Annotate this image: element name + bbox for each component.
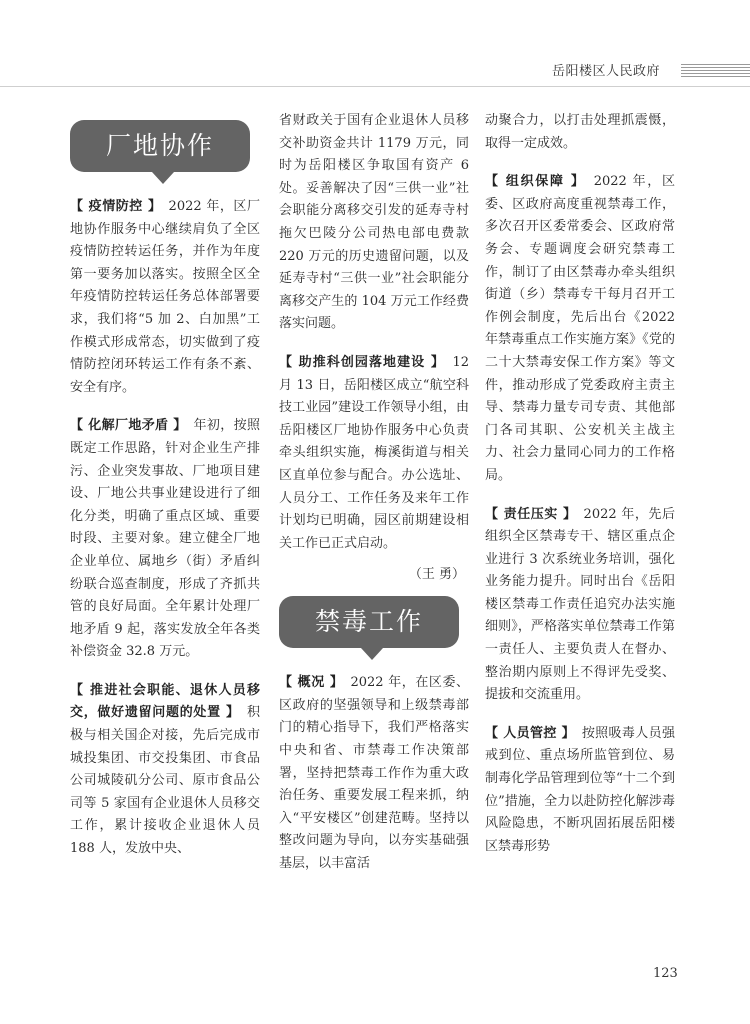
paragraph [279, 352, 469, 555]
paragraph [485, 504, 675, 707]
paragraph-lead: 【 推进社会职能、退休人员移交，做好遗留问题的处置 】 [70, 682, 260, 721]
paragraph [70, 196, 260, 399]
paragraph-text: 12 月 13 日，岳阳楼区成立“航空科技工业园”建设工作领导小组，由岳阳楼区厂地协作服务中心负责牵头组织实施，梅溪街道与相关区直单位参与配合。办公选址、人员分工、工作任务及来年工作计划均已明确，园区前期建设相关工作已正式启动。 [279, 354, 469, 551]
paragraph-lead: 【 助推科创园落地建设 】 [279, 354, 439, 370]
page-number: 123 [653, 966, 678, 981]
column-1 [70, 120, 260, 877]
header-decoration-lines [681, 64, 750, 78]
paragraph [485, 110, 675, 155]
paragraph-text: 按照吸毒人员强戒到位、重点场所监管到位、易制毒化学品管理到位等“十二个到位”措施，全力以赴防控化解涉毒风险隐患，不断巩固拓展岳阳楼区禁毒形势 [485, 725, 675, 854]
section-title: 厂地协作 [105, 131, 214, 160]
paragraph-text: 积极与相关国企对接，先后完成市城投集团、市交投集团、市食品公司城陵矶分公司、原市食品公司等 5 家国有企业退休人员移交工作，累计接收企业退休人员 188 人，发放中央、 [70, 705, 260, 857]
paragraph-text: 2022 年，区委、区政府高度重视禁毒工作，多次召开区委常委会、区政府常务会、专题调度会研究禁毒工作，制订了由区禁毒办牵头组织街道（乡）禁毒专干每月召开工作例会制度，先后出台《2022 年禁毒重点工作实施方案》《党的二十大禁毒安保工作方案》等文件，推动形成了党委政府主责主导、禁毒力量专司专责、其他部门各司其职、公安机关主战主力、社会力量同心同力的工作格局。 [485, 174, 675, 483]
paragraph-lead: 【 疫情防控 】 [70, 199, 155, 214]
paragraph-text: 2022 年，先后组织全区禁毒专干、辖区重点企业进行 3 次系统业务培训，强化业务能力提升。同时出台《岳阳楼区禁毒工作责任追究办法实施细则》，严格落实单位禁毒工作第一责任人、主要负责人在督办、整治期内原则上不得评先受奖、提拔和交流重用。 [485, 506, 675, 703]
paragraph-lead: 【 概况 】 [279, 675, 337, 691]
paragraph [279, 110, 469, 336]
paragraph [70, 415, 260, 664]
paragraph-lead: 【 化解厂地矛盾 】 [70, 418, 181, 434]
paragraph [485, 171, 675, 487]
section-title: 禁毒工作 [314, 607, 423, 637]
paragraph-lead: 【 人员管控 】 [485, 725, 569, 741]
paragraph [279, 672, 469, 875]
author-credit: （王 勇） [408, 567, 465, 583]
paragraph-text: 年初，按照既定工作思路，针对企业生产排污、企业突发事故、厂地项目建设、厂地公共事业建设进行了细化分类，明确了重点区域、重要时段、主要对象。建立健全厂地企业单位、属地乡（街）矛盾纠纷联合巡查制度，形成了齐抓共管的良好局面。全年累计处理厂地矛盾 9 起，落实发放全年各类补偿资金 32.8 万元。 [70, 418, 260, 660]
paragraph [485, 723, 675, 859]
paragraph-text: 省财政关于国有企业退休人员移交补助资金共计 1179 万元，同时为岳阳楼区争取国有资产 6 处。妥善解决了因“三供一业”社会职能分离移交引发的延寿寺村拖欠巴陵分公司热电部电费款 220 万元的历史遗留问题，以及延寿寺村“三供一业”社会职能分离移交产生的 104 万元工作经费落实问题。 [279, 113, 469, 332]
header-title: 岳阳楼区人民政府 [552, 64, 661, 79]
paragraph [70, 680, 260, 861]
paragraph-lead: 【 组织保障 】 [485, 174, 580, 190]
section-title-box [279, 596, 459, 648]
paragraph-text: 2022 年，区厂地协作服务中心继续肩负了全区疫情防控转运任务，并作为年度第一要务加以落实。按照全区全年疫情防控转运任务总体部署要求，我们将“5 加 2、白加黑”工作模式形成常态，切实做到了疫情防控闭环转运工作有条不紊、安全有序。 [70, 199, 260, 395]
header-rule [0, 86, 750, 87]
column-2 [279, 110, 469, 892]
section-title-box [70, 120, 250, 172]
paragraph-text: 2022 年，在区委、区政府的坚强领导和上级禁毒部门的精心指导下，我们严格落实中央和省、市禁毒工作决策部署，坚持把禁毒工作作为重大政治任务、重要发展工程来抓，纳入“平安楼区”创建范畴。坚持以整改问题为导向，以夯实基础强基层，以丰富活 [279, 675, 469, 872]
paragraph-text: 动聚合力，以打击处理抓震慑，取得一定成效。 [485, 113, 675, 151]
column-3 [485, 110, 675, 874]
paragraph-lead: 【 责任压实 】 [485, 506, 570, 522]
